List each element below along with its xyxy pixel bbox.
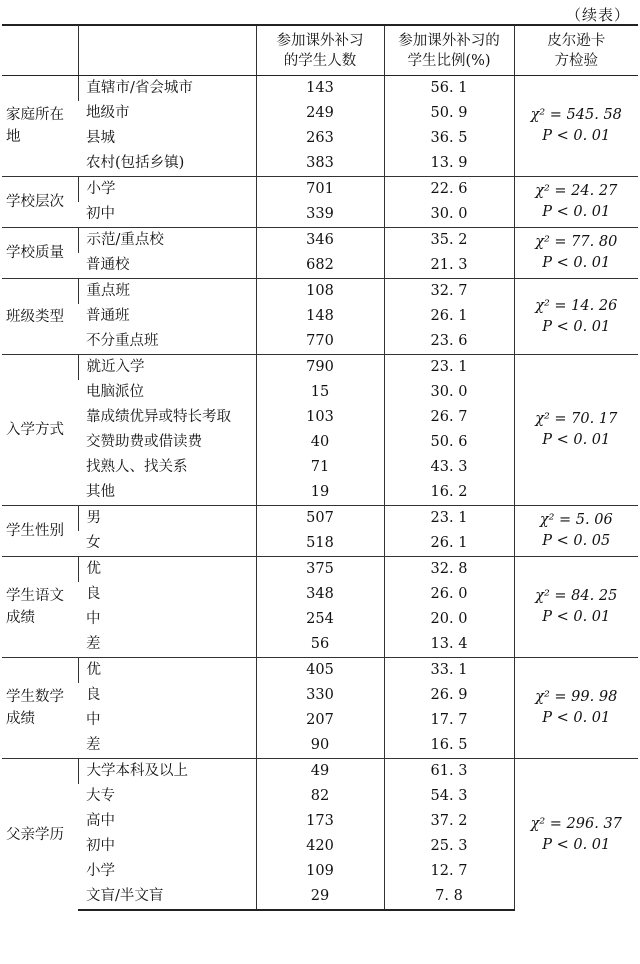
header-percent: 参加课外补习的学生比例(%) <box>384 25 514 76</box>
percent-cell: 56. 1 <box>384 76 514 102</box>
table-row <box>2 355 638 381</box>
count-cell: 148 <box>256 304 384 329</box>
count-cell: 15 <box>256 380 384 405</box>
p-value: P < 0. 01 <box>542 609 611 625</box>
chi-square-result <box>514 76 638 177</box>
table-row <box>2 658 638 684</box>
chi-square-value: χ² = 14. 26 <box>535 297 618 314</box>
count-cell: 56 <box>256 632 384 658</box>
header-category <box>78 25 256 76</box>
percent-cell: 12. 7 <box>384 859 514 884</box>
count-cell: 173 <box>256 809 384 834</box>
chi-square-result <box>514 557 638 658</box>
header-row <box>2 25 638 76</box>
category-cell: 县城 <box>86 130 115 146</box>
percent-cell: 32. 7 <box>384 279 514 305</box>
category-cell: 就近入学 <box>78 355 256 381</box>
count-cell: 420 <box>256 834 384 859</box>
count-cell: 383 <box>256 151 384 177</box>
category-cell: 农村(包括乡镇) <box>86 155 185 171</box>
category-cell: 初中 <box>86 838 115 854</box>
category-cell: 找熟人、找关系 <box>86 459 188 475</box>
category-cell: 差 <box>86 636 101 652</box>
category-cell: 大学本科及以上 <box>78 759 256 785</box>
category-cell: 良 <box>86 687 101 703</box>
category-cell: 优 <box>78 658 256 684</box>
group-name: 学校层次 <box>2 177 78 228</box>
category-cell: 优 <box>78 557 256 583</box>
percent-cell: 37. 2 <box>384 809 514 834</box>
group-name: 入学方式 <box>2 355 78 506</box>
percent-cell: 17. 7 <box>384 708 514 733</box>
chi-square-result <box>514 658 638 759</box>
p-value: P < 0. 01 <box>542 318 611 335</box>
header-chi-test: 皮尔逊卡方检验 <box>514 25 638 76</box>
count-cell: 19 <box>256 480 384 506</box>
percent-cell: 33. 1 <box>384 658 514 684</box>
percent-cell: 13. 9 <box>384 151 514 177</box>
table-row <box>2 177 638 203</box>
count-cell: 348 <box>256 582 384 607</box>
group-name: 班级类型 <box>2 279 78 355</box>
table-body <box>2 76 638 911</box>
chi-square-value: χ² = 24. 27 <box>535 183 618 199</box>
category-cell: 电脑派位 <box>86 384 144 400</box>
percent-cell: 26. 1 <box>384 304 514 329</box>
count-cell: 339 <box>256 202 384 228</box>
category-cell: 直辖市/省会城市 <box>78 76 256 102</box>
percent-cell: 26. 0 <box>384 582 514 607</box>
count-cell: 790 <box>256 355 384 381</box>
count-cell: 375 <box>256 557 384 583</box>
category-cell: 靠成绩优异或特长考取 <box>86 409 231 425</box>
count-cell: 254 <box>256 607 384 632</box>
count-cell: 108 <box>256 279 384 305</box>
percent-cell: 7. 8 <box>384 884 514 910</box>
percent-cell: 21. 3 <box>384 253 514 279</box>
percent-cell: 35. 2 <box>384 228 514 254</box>
count-cell: 405 <box>256 658 384 684</box>
percent-cell: 20. 0 <box>384 607 514 632</box>
count-cell: 103 <box>256 405 384 430</box>
category-cell: 文盲/半文盲 <box>78 884 256 910</box>
count-cell: 770 <box>256 329 384 355</box>
percent-cell: 25. 3 <box>384 834 514 859</box>
count-cell: 249 <box>256 101 384 126</box>
count-cell: 90 <box>256 733 384 759</box>
group-name: 学生语文成绩 <box>2 557 78 658</box>
percent-cell: 13. 4 <box>384 632 514 658</box>
table-row <box>2 228 638 254</box>
group-name: 家庭所在地 <box>2 76 78 177</box>
count-cell: 263 <box>256 126 384 151</box>
percent-cell: 32. 8 <box>384 557 514 583</box>
chi-square-result <box>514 355 638 506</box>
table-row <box>2 557 638 583</box>
percent-cell: 36. 5 <box>384 126 514 151</box>
category-cell: 普通校 <box>86 257 130 273</box>
count-cell: 507 <box>256 506 384 532</box>
table-row <box>2 279 638 305</box>
data-table <box>2 24 638 911</box>
count-cell: 330 <box>256 683 384 708</box>
header-group <box>2 25 78 76</box>
percent-cell: 50. 6 <box>384 430 514 455</box>
percent-cell: 16. 2 <box>384 480 514 506</box>
category-cell: 小学 <box>78 177 256 203</box>
percent-cell: 61. 3 <box>384 759 514 785</box>
count-cell: 346 <box>256 228 384 254</box>
count-cell: 207 <box>256 708 384 733</box>
table-row <box>2 76 638 102</box>
p-value: P < 0. 01 <box>542 255 611 271</box>
category-cell: 中 <box>86 611 101 627</box>
chi-square-value: χ² = 296. 37 <box>530 815 622 832</box>
count-cell: 40 <box>256 430 384 455</box>
category-cell: 良 <box>86 586 101 602</box>
table-row <box>2 759 638 785</box>
chi-square-result <box>514 759 638 911</box>
category-cell: 普通班 <box>86 308 130 324</box>
chi-square-value: χ² = 84. 25 <box>535 588 618 604</box>
chi-square-result <box>514 228 638 279</box>
p-value: P < 0. 05 <box>542 533 611 549</box>
group-name: 学校质量 <box>2 228 78 279</box>
count-cell: 109 <box>256 859 384 884</box>
count-cell: 143 <box>256 76 384 102</box>
percent-cell: 22. 6 <box>384 177 514 203</box>
percent-cell: 16. 5 <box>384 733 514 759</box>
chi-square-result <box>514 506 638 557</box>
category-cell: 地级市 <box>86 105 130 121</box>
chi-square-value: χ² = 5. 06 <box>539 512 613 528</box>
chi-square-value: χ² = 99. 98 <box>535 689 618 705</box>
continued-label: （续表） <box>565 6 630 24</box>
group-name: 学生数学成绩 <box>2 658 78 759</box>
count-cell: 701 <box>256 177 384 203</box>
p-value: P < 0. 01 <box>542 204 611 220</box>
category-cell: 大专 <box>86 788 115 804</box>
category-cell: 示范/重点校 <box>78 228 256 254</box>
count-cell: 29 <box>256 884 384 910</box>
percent-cell: 30. 0 <box>384 380 514 405</box>
category-cell: 中 <box>86 712 101 728</box>
category-cell: 不分重点班 <box>86 333 159 349</box>
category-cell: 差 <box>86 737 101 753</box>
table-row <box>2 506 638 532</box>
p-value: P < 0. 01 <box>542 710 611 726</box>
count-cell: 71 <box>256 455 384 480</box>
count-cell: 682 <box>256 253 384 279</box>
group-name: 父亲学历 <box>2 759 78 911</box>
category-cell: 小学 <box>86 863 115 879</box>
category-cell: 男 <box>78 506 256 532</box>
percent-cell: 30. 0 <box>384 202 514 228</box>
percent-cell: 23. 1 <box>384 506 514 532</box>
count-cell: 49 <box>256 759 384 785</box>
category-cell: 初中 <box>86 206 115 222</box>
percent-cell: 50. 9 <box>384 101 514 126</box>
percent-cell: 23. 6 <box>384 329 514 355</box>
percent-cell: 26. 7 <box>384 405 514 430</box>
count-cell: 518 <box>256 531 384 557</box>
count-cell: 82 <box>256 784 384 809</box>
percent-cell: 43. 3 <box>384 455 514 480</box>
chi-square-value: χ² = 545. 58 <box>530 107 622 123</box>
category-cell: 其他 <box>86 484 115 500</box>
chi-square-result <box>514 177 638 228</box>
category-cell: 高中 <box>86 813 115 829</box>
p-value: P < 0. 01 <box>542 432 611 448</box>
p-value: P < 0. 01 <box>542 836 611 853</box>
chi-square-value: χ² = 77. 80 <box>535 234 618 250</box>
chi-square-value: χ² = 70. 17 <box>535 411 618 427</box>
category-cell: 重点班 <box>78 279 256 305</box>
category-cell: 女 <box>86 535 101 551</box>
p-value: P < 0. 01 <box>542 128 611 144</box>
percent-cell: 54. 3 <box>384 784 514 809</box>
header-count: 参加课外补习的学生人数 <box>256 25 384 76</box>
group-name: 学生性别 <box>2 506 78 557</box>
category-cell: 交赞助费或借读费 <box>86 434 202 450</box>
chi-square-result <box>514 279 638 355</box>
percent-cell: 26. 9 <box>384 683 514 708</box>
percent-cell: 26. 1 <box>384 531 514 557</box>
percent-cell: 23. 1 <box>384 355 514 381</box>
